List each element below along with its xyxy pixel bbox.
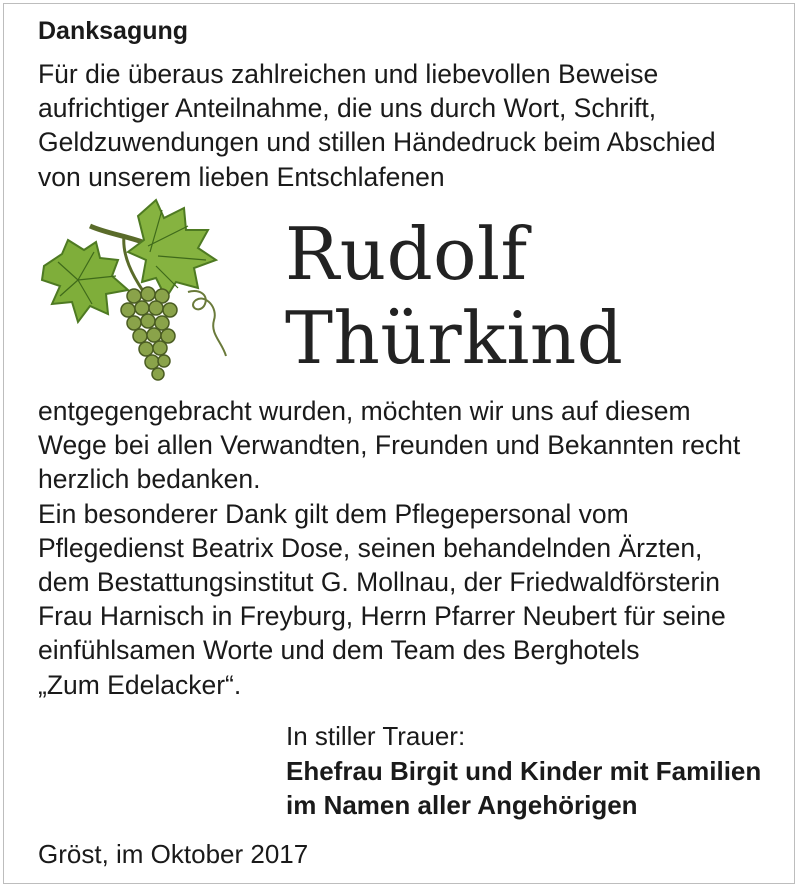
first-name: Rudolf (285, 212, 528, 296)
intro-line: Für die überaus zahlreichen und liebevollen Beweise (38, 59, 659, 89)
intro-line: aufrichtiger Anteilnahme, die uns durch Wort, Schrift, (38, 93, 657, 124)
last-name: Thürkind (285, 296, 624, 380)
intro-line: Geldzuwendungen und stillen Händedruck beim Abschied (38, 127, 716, 158)
body-line: herzlich bedanken. (38, 464, 261, 495)
signature-block (286, 719, 761, 823)
body-line: „Zum Edelacker“. (38, 669, 242, 700)
body-line: Ein besonderer Dank gilt dem Pflegepersonal vom (38, 498, 629, 529)
body-line: dem Bestattungsinstitut G. Mollnau, der Friedwaldförsterin (38, 567, 720, 598)
body-line: Frau Harnisch in Freyburg, Herrn Pfarrer Neubert für seine (38, 601, 726, 632)
body-line: entgegengebracht wurden, möchten wir uns auf diesem (38, 396, 691, 426)
deceased-name (285, 212, 623, 380)
body-line: einfühlsamen Worte und dem Team des Berghotels (38, 635, 640, 666)
grape-vine-icon (38, 196, 238, 391)
intro-paragraph (38, 57, 716, 194)
body-paragraph (38, 394, 740, 702)
place-date: Gröst, im Oktober 2017 (38, 839, 309, 869)
signature-family: Ehefrau Birgit und Kinder mit Familien (286, 755, 762, 786)
signature-intro: In stiller Trauer: (286, 721, 466, 751)
body-line: Pflegedienst Beatrix Dose, seinen behandelnden Ärzten, (38, 532, 703, 563)
body-line: Wege bei allen Verwandten, Freunden und Bekannten recht (38, 430, 741, 461)
signature-relatives: im Namen aller Angehörigen (286, 790, 638, 820)
notice-heading: Danksagung (38, 17, 189, 45)
intro-line: von unserem lieben Entschlafenen (38, 161, 445, 192)
